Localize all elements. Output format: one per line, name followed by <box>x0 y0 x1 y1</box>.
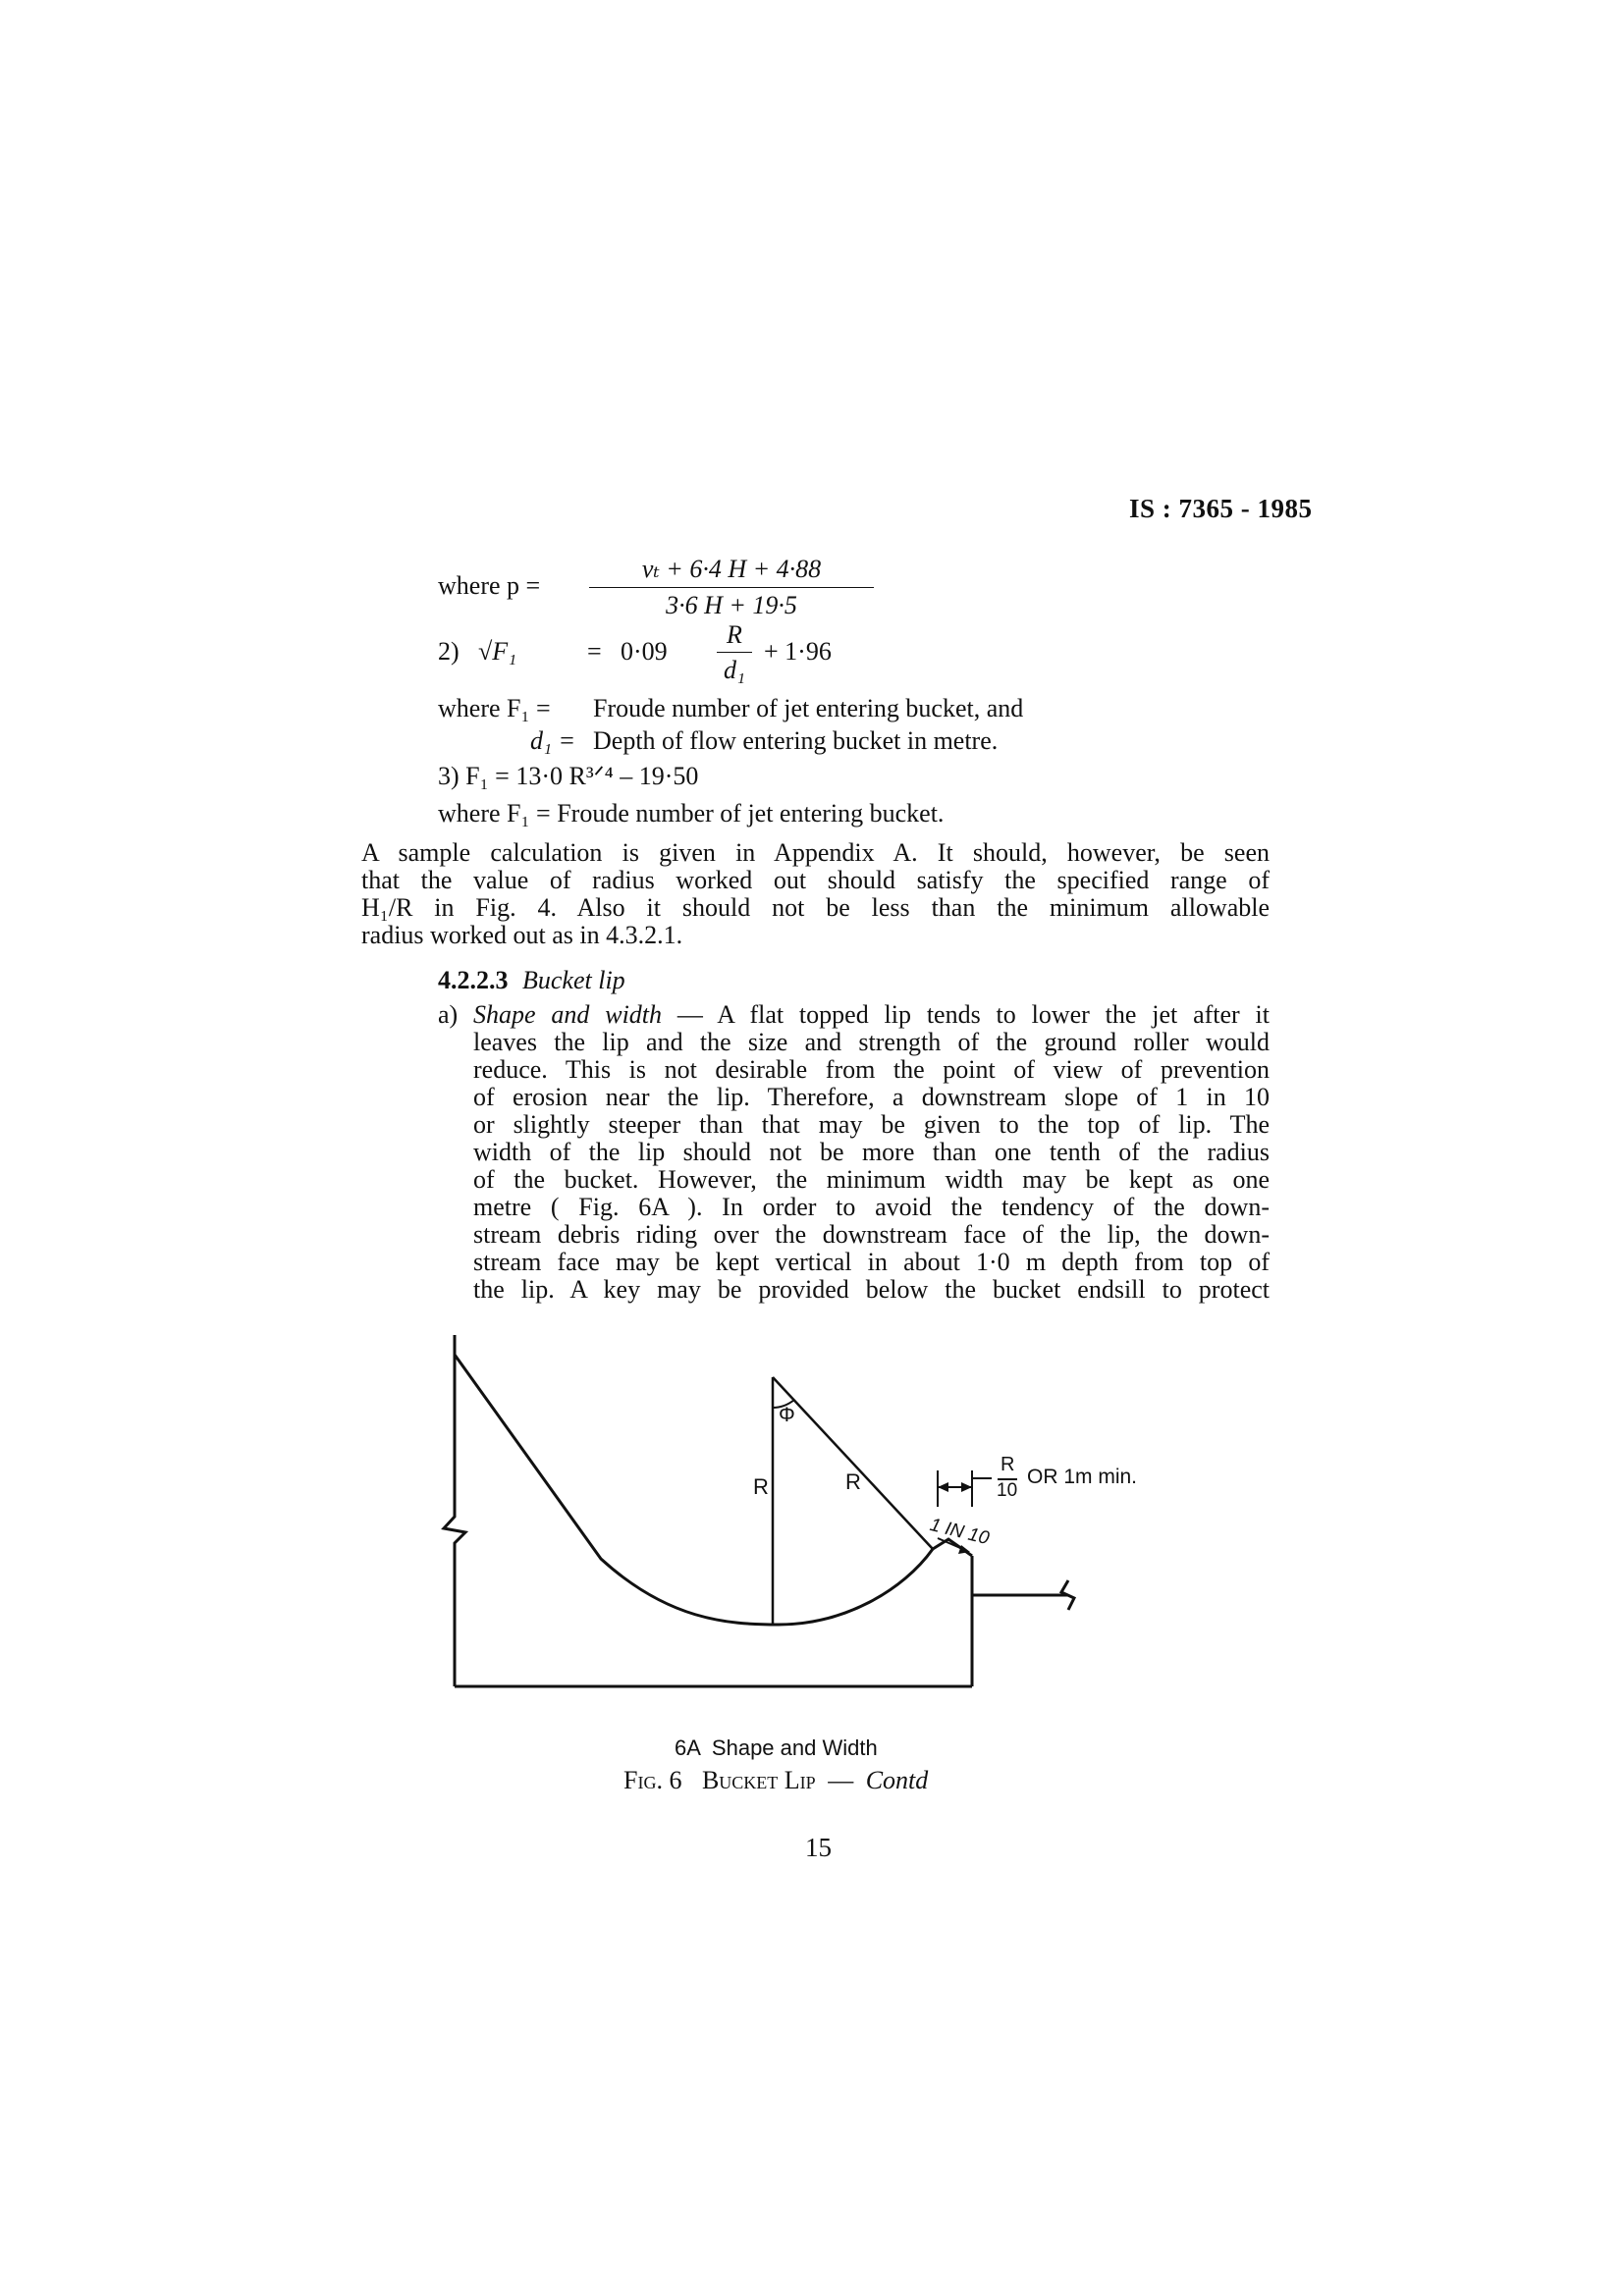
eq2-lhs: √F₁ <box>478 637 517 666</box>
eq1-denominator: 3·6 H + 19·5 <box>666 591 797 619</box>
eq2-coefficient: 0·09 <box>621 637 668 666</box>
lip-width-denominator: 10 <box>997 1480 1018 1501</box>
item-a-line: stream face may be kept vertical in about 1·0 m depth from top of <box>473 1248 1270 1276</box>
slope-label: 1 IN 10 <box>927 1515 992 1550</box>
figure-caption-dash: — <box>828 1766 854 1794</box>
label-phi: Φ <box>779 1404 795 1426</box>
label-r-vertical: R <box>753 1474 769 1499</box>
figure-caption-contd: Contd <box>865 1766 929 1794</box>
paragraph-line: H₁/R in Fig. 4. Also it should not be less than the minimum allowable <box>361 893 1270 922</box>
item-a-line: of erosion near the lip. Therefore, a downstream slope of 1 in 10 <box>473 1083 1270 1111</box>
where-f1-eq3: where F₁ = Froude number of jet entering bucket. <box>438 799 945 828</box>
label-r-slant: R <box>845 1469 861 1494</box>
lip-width-text: OR 1m min. <box>1027 1466 1138 1488</box>
figure-caption-number: Fig. 6 <box>623 1766 682 1794</box>
figure-caption <box>623 1767 928 1794</box>
section-number: 4.2.2.3 <box>438 966 509 994</box>
eq2-index: 2) <box>438 637 460 666</box>
eq1-lhs: where p = <box>438 571 541 600</box>
page-number: 15 <box>805 1833 832 1862</box>
item-a-line: stream debris riding over the downstream face of the lip, the down- <box>473 1220 1270 1249</box>
eq1-numerator: vₜ + 6·4 H + 4·88 <box>641 555 822 583</box>
item-a-heading: Shape and width <box>473 1000 663 1029</box>
figure-subcaption: 6A Shape and Width <box>675 1735 878 1760</box>
paragraph-line: radius worked out as in 4.3.2.1. <box>361 921 683 949</box>
paragraph-line: that the value of radius worked out should satisfy the specified range of <box>361 866 1270 894</box>
left-wall-line <box>444 1335 465 1686</box>
item-a-line: or slightly steeper than that may be given to the top of lip. The <box>473 1110 1270 1139</box>
item-a-line: reduce. This is not desirable from the point of view of prevention <box>473 1055 1270 1084</box>
item-a-line: leaves the lip and the size and strength of the ground roller would <box>473 1028 1270 1056</box>
slant-radius-line <box>773 1377 933 1549</box>
item-a-line: of the bucket. However, the minimum width may be kept as one <box>473 1165 1270 1194</box>
where-d1-rhs: Depth of flow entering bucket in metre. <box>593 726 999 755</box>
eq2-frac-numerator: R <box>727 620 742 649</box>
figure-caption-title: Bucket Lip <box>701 1766 816 1794</box>
eq2-frac-denominator: d₁ <box>723 656 746 684</box>
item-a-line: metre ( Fig. 6A ). In order to avoid the tendency of the down- <box>473 1193 1270 1221</box>
width-arrowhead-right <box>961 1482 972 1492</box>
where-f1-rhs: Froude number of jet entering bucket, and <box>593 694 1024 722</box>
eq2-tail: + 1·96 <box>764 637 832 666</box>
section-title: Bucket lip <box>522 966 625 994</box>
bucket-profile-line <box>455 1355 933 1625</box>
item-a-label: a) <box>438 1000 459 1029</box>
where-d1-lhs: d₁ = <box>530 726 576 755</box>
document-id: IS : 7365 - 1985 <box>1129 494 1313 523</box>
lip-width-numerator: R <box>1001 1454 1015 1475</box>
paragraph-line: A sample calculation is given in Appendix A. It should, however, be seen <box>361 838 1270 867</box>
where-f1-lhs: where F₁ = <box>438 694 551 722</box>
item-a-line: width of the lip should not be more than one tenth of the radius <box>473 1138 1270 1166</box>
eq3: 3) F₁ = 13·0 R³ᐟ⁴ – 19·50 <box>438 762 699 790</box>
width-arrowhead-left <box>938 1482 948 1492</box>
item-a-line: the lip. A key may be provided below the bucket endsill to protect <box>473 1275 1270 1304</box>
eq2-equals: = <box>587 637 602 666</box>
item-a-line: — A flat topped lip tends to lower the jet after it <box>676 1000 1270 1029</box>
